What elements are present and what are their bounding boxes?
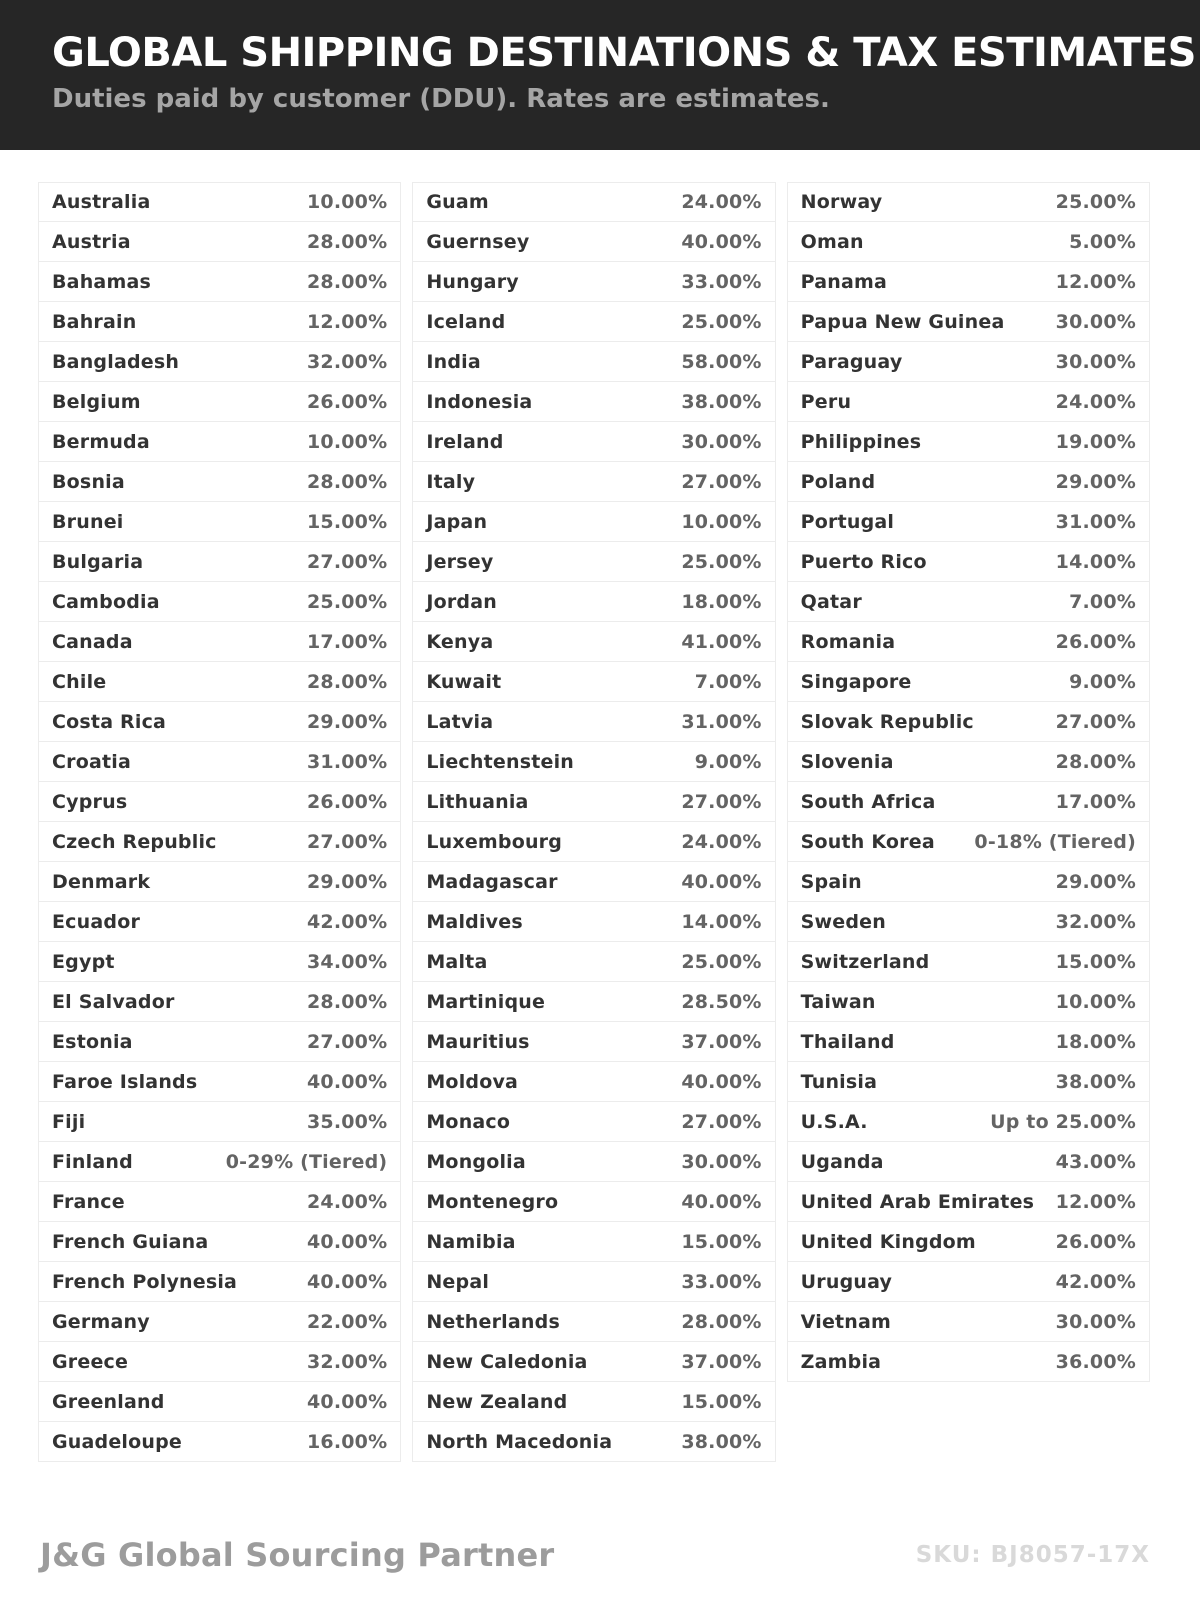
country-name: Italy <box>426 470 476 493</box>
country-name: Monaco <box>426 1110 511 1133</box>
table-row <box>787 342 1150 382</box>
tax-rate: 28.00% <box>306 270 388 293</box>
table-row <box>38 1342 401 1382</box>
country-name: El Salvador <box>52 990 175 1013</box>
country-name: Brunei <box>52 510 124 533</box>
sku-label: SKU: BJ8057-17X <box>915 1542 1150 1568</box>
tax-rate: 26.00% <box>1055 1230 1136 1253</box>
table-row <box>787 302 1150 342</box>
country-name: Philippines <box>800 430 922 453</box>
table-row <box>412 622 775 662</box>
tax-rate: 28.00% <box>306 670 388 693</box>
rates-column-3 <box>787 182 1150 1382</box>
table-row <box>787 1262 1150 1302</box>
tax-rate: 27.00% <box>681 790 762 813</box>
table-row <box>787 1222 1150 1262</box>
tax-rate: 40.00% <box>306 1230 388 1253</box>
tax-rate: 28.00% <box>681 1310 762 1333</box>
table-row <box>38 982 401 1022</box>
tax-rate: 40.00% <box>681 870 762 893</box>
tax-rate: 32.00% <box>306 1350 388 1373</box>
tax-rate: 10.00% <box>306 430 388 453</box>
table-row <box>412 862 775 902</box>
tax-rate: 26.00% <box>306 390 388 413</box>
table-row <box>38 942 401 982</box>
country-name: U.S.A. <box>800 1110 868 1133</box>
tax-rate: 27.00% <box>306 830 388 853</box>
table-row <box>787 1182 1150 1222</box>
country-name: Jersey <box>426 550 494 573</box>
country-name: Moldova <box>426 1070 519 1093</box>
country-name: Nepal <box>426 1270 490 1293</box>
tax-rate: 28.00% <box>306 470 388 493</box>
country-name: Martinique <box>426 990 546 1013</box>
table-row <box>787 502 1150 542</box>
tax-rate: 36.00% <box>1055 1350 1136 1373</box>
tax-rate: 38.00% <box>1055 1070 1136 1093</box>
country-name: Kuwait <box>426 670 502 693</box>
country-name: Liechtenstein <box>426 750 575 773</box>
tax-rate: 37.00% <box>681 1350 762 1373</box>
tax-rate: 37.00% <box>681 1030 762 1053</box>
tax-rate: 14.00% <box>681 910 762 933</box>
country-name: Egypt <box>52 950 115 973</box>
table-row <box>38 462 401 502</box>
country-name: New Caledonia <box>426 1350 588 1373</box>
country-name: Jordan <box>426 590 497 613</box>
tax-rate: 30.00% <box>681 1150 762 1173</box>
country-name: Austria <box>52 230 131 253</box>
table-row <box>787 542 1150 582</box>
country-name: Australia <box>52 191 151 213</box>
country-name: Mongolia <box>426 1150 526 1173</box>
tax-rate: 17.00% <box>1055 790 1136 813</box>
tax-rate: 5.00% <box>1069 230 1136 253</box>
table-row <box>412 1422 775 1462</box>
country-name: Bosnia <box>52 470 125 493</box>
tax-rate: 28.50% <box>681 990 762 1013</box>
tax-rate: 25.00% <box>681 550 762 573</box>
table-row <box>787 262 1150 302</box>
country-name: North Macedonia <box>426 1430 613 1453</box>
country-name: Peru <box>800 390 852 413</box>
country-name: Japan <box>426 510 488 533</box>
table-row <box>38 222 401 262</box>
tax-rate: 17.00% <box>306 630 388 653</box>
table-row <box>787 622 1150 662</box>
table-row <box>38 1382 401 1422</box>
table-row <box>787 662 1150 702</box>
country-name: Greece <box>52 1350 129 1373</box>
country-name: Latvia <box>426 710 494 733</box>
tax-rate: 18.00% <box>681 590 762 613</box>
table-row <box>38 902 401 942</box>
country-name: Bangladesh <box>52 350 180 373</box>
table-row <box>38 662 401 702</box>
table-row <box>412 582 775 622</box>
table-row <box>412 1062 775 1102</box>
tax-rate: 29.00% <box>306 710 388 733</box>
table-row <box>412 782 775 822</box>
tax-rate: 0-18% (Tiered) <box>974 830 1136 853</box>
tax-rate: 7.00% <box>694 670 762 693</box>
table-row <box>412 302 775 342</box>
tax-rate: 12.00% <box>306 310 388 333</box>
tax-rate: 34.00% <box>306 950 388 973</box>
table-row <box>787 462 1150 502</box>
tax-rate: 31.00% <box>306 750 388 773</box>
country-name: Tunisia <box>800 1070 878 1093</box>
table-row <box>412 1222 775 1262</box>
table-row <box>412 262 775 302</box>
tax-rate: 27.00% <box>681 470 762 493</box>
country-name: South Korea <box>800 830 935 853</box>
tax-rate: 24.00% <box>306 1190 388 1213</box>
tax-rate: 40.00% <box>681 230 762 253</box>
tax-rate: 32.00% <box>1055 910 1136 933</box>
country-name: Papua New Guinea <box>800 310 1005 333</box>
country-name: Puerto Rico <box>800 550 927 573</box>
tax-rate: 31.00% <box>681 710 762 733</box>
country-name: Panama <box>800 270 888 293</box>
country-name: Czech Republic <box>52 830 217 853</box>
tax-rate: 32.00% <box>306 350 388 373</box>
country-name: Vietnam <box>800 1310 892 1333</box>
table-row <box>787 742 1150 782</box>
country-name: Paraguay <box>800 350 903 373</box>
country-name: Cambodia <box>52 590 160 613</box>
tax-rate: 15.00% <box>681 1230 762 1253</box>
tax-rate: 9.00% <box>694 750 762 773</box>
table-row <box>412 342 775 382</box>
table-row <box>38 1142 401 1182</box>
table-row <box>787 822 1150 862</box>
table-row <box>787 1062 1150 1102</box>
country-name: Malta <box>426 950 488 973</box>
country-name: French Polynesia <box>52 1270 238 1293</box>
country-name: Luxembourg <box>426 830 563 853</box>
tax-rate: 28.00% <box>306 990 388 1013</box>
tax-rate: 41.00% <box>681 630 762 653</box>
tax-rate: 31.00% <box>1055 510 1136 533</box>
table-row <box>412 1182 775 1222</box>
country-name: Namibia <box>426 1230 516 1253</box>
table-row <box>787 582 1150 622</box>
country-name: Madagascar <box>426 870 558 893</box>
table-row <box>412 1302 775 1342</box>
table-row <box>38 1262 401 1302</box>
table-row <box>787 782 1150 822</box>
tax-rate: 24.00% <box>681 191 762 213</box>
tax-rate: 30.00% <box>1055 310 1136 333</box>
table-row <box>787 422 1150 462</box>
table-row <box>412 222 775 262</box>
tax-rate: 33.00% <box>681 1270 762 1293</box>
table-row <box>787 982 1150 1022</box>
table-row <box>787 902 1150 942</box>
table-row <box>38 262 401 302</box>
country-name: Ecuador <box>52 910 141 933</box>
table-row <box>787 1302 1150 1342</box>
page-title: GLOBAL SHIPPING DESTINATIONS & TAX ESTIMATES <box>52 30 1196 76</box>
tax-rate: 27.00% <box>1055 710 1136 733</box>
table-row <box>412 382 775 422</box>
tax-rate: 27.00% <box>306 1030 388 1053</box>
tax-rate: 19.00% <box>1055 430 1136 453</box>
country-name: Norway <box>800 191 883 213</box>
country-name: Indonesia <box>426 390 533 413</box>
country-name: Slovenia <box>800 750 894 773</box>
tax-rate: 30.00% <box>681 430 762 453</box>
country-name: Sweden <box>800 910 886 933</box>
tax-rate: 30.00% <box>1055 1310 1136 1333</box>
country-name: Qatar <box>800 590 862 613</box>
tax-rate: 33.00% <box>681 270 762 293</box>
country-name: Maldives <box>426 910 523 933</box>
country-name: Bahrain <box>52 310 137 333</box>
country-name: Croatia <box>52 750 132 773</box>
country-name: South Africa <box>800 790 936 813</box>
table-row <box>787 942 1150 982</box>
country-name: Guernsey <box>426 230 530 253</box>
table-row <box>38 342 401 382</box>
tax-rate: 40.00% <box>306 1390 388 1413</box>
rates-table <box>38 182 1150 1462</box>
country-name: French Guiana <box>52 1230 209 1253</box>
table-row <box>38 862 401 902</box>
country-name: Slovak Republic <box>800 710 974 733</box>
header-banner <box>0 0 1200 150</box>
table-row <box>412 502 775 542</box>
country-name: Bermuda <box>52 430 150 453</box>
tax-rate: 0-29% (Tiered) <box>225 1150 388 1173</box>
table-row <box>38 422 401 462</box>
table-row <box>787 1342 1150 1382</box>
table-row <box>412 422 775 462</box>
rates-column-1 <box>38 182 401 1462</box>
tax-rate: 42.00% <box>306 910 388 933</box>
table-row <box>412 182 775 222</box>
tax-rate: 35.00% <box>306 1110 388 1133</box>
tax-rate: 25.00% <box>681 310 762 333</box>
country-name: Fiji <box>52 1110 86 1133</box>
table-row <box>38 182 401 222</box>
table-row <box>787 1142 1150 1182</box>
footer <box>40 1536 1150 1574</box>
tax-rate: 58.00% <box>681 350 762 373</box>
country-name: New Zealand <box>426 1390 568 1413</box>
table-row <box>412 702 775 742</box>
country-name: Uganda <box>800 1150 884 1173</box>
tax-rate: 24.00% <box>1055 390 1136 413</box>
country-name: Poland <box>800 470 876 493</box>
tax-rate: 28.00% <box>1055 750 1136 773</box>
country-name: Portugal <box>800 510 895 533</box>
country-name: Montenegro <box>426 1190 559 1213</box>
country-name: Thailand <box>800 1030 895 1053</box>
country-name: Greenland <box>52 1390 165 1413</box>
tax-rate: 38.00% <box>681 1430 762 1453</box>
table-row <box>38 382 401 422</box>
table-row <box>38 1182 401 1222</box>
tax-rate: 10.00% <box>1055 990 1136 1013</box>
table-row <box>787 702 1150 742</box>
tax-rate: 28.00% <box>306 230 388 253</box>
tax-rate: 7.00% <box>1069 590 1136 613</box>
table-row <box>412 742 775 782</box>
country-name: Estonia <box>52 1030 133 1053</box>
country-name: Iceland <box>426 310 506 333</box>
tax-rate: 29.00% <box>1055 870 1136 893</box>
tax-rate: 24.00% <box>681 830 762 853</box>
table-row <box>38 302 401 342</box>
tax-rate: 15.00% <box>1055 950 1136 973</box>
tax-rate: 16.00% <box>306 1430 388 1453</box>
table-row <box>38 1022 401 1062</box>
tax-rate: 43.00% <box>1055 1150 1136 1173</box>
brand-name: J&G Global Sourcing Partner <box>40 1536 555 1574</box>
tax-rate: 40.00% <box>306 1070 388 1093</box>
country-name: Guadeloupe <box>52 1430 183 1453</box>
table-row <box>787 862 1150 902</box>
table-row <box>38 742 401 782</box>
table-row <box>412 1102 775 1142</box>
country-name: Singapore <box>800 670 912 693</box>
tax-rate: 27.00% <box>681 1110 762 1133</box>
table-row <box>38 822 401 862</box>
country-name: Finland <box>52 1150 133 1173</box>
tax-rate: 27.00% <box>306 550 388 573</box>
tax-rate: 29.00% <box>306 870 388 893</box>
tax-rate: 40.00% <box>681 1070 762 1093</box>
tax-rate: 12.00% <box>1055 270 1136 293</box>
tax-rate: 38.00% <box>681 390 762 413</box>
tax-rate: 29.00% <box>1055 470 1136 493</box>
table-row <box>38 502 401 542</box>
table-row <box>412 662 775 702</box>
table-row <box>38 622 401 662</box>
table-row <box>412 1142 775 1182</box>
tax-rate: 25.00% <box>306 590 388 613</box>
country-name: United Kingdom <box>800 1230 976 1253</box>
table-row <box>38 1422 401 1462</box>
table-row <box>38 542 401 582</box>
country-name: Guam <box>426 191 489 213</box>
country-name: Denmark <box>52 870 151 893</box>
table-row <box>38 782 401 822</box>
country-name: Taiwan <box>800 990 876 1013</box>
country-name: Ireland <box>426 430 504 453</box>
tax-rate: 15.00% <box>306 510 388 533</box>
country-name: United Arab Emirates <box>800 1190 1035 1213</box>
country-name: Switzerland <box>800 950 930 973</box>
tax-rate: 12.00% <box>1055 1190 1136 1213</box>
country-name: Hungary <box>426 270 519 293</box>
table-row <box>38 1302 401 1342</box>
tax-rate: 18.00% <box>1055 1030 1136 1053</box>
tax-rate: 10.00% <box>681 510 762 533</box>
country-name: Bulgaria <box>52 550 144 573</box>
tax-rate: 30.00% <box>1055 350 1136 373</box>
tax-rate: 15.00% <box>681 1390 762 1413</box>
table-row <box>787 222 1150 262</box>
table-row <box>787 1022 1150 1062</box>
table-row <box>38 702 401 742</box>
country-name: Zambia <box>800 1350 882 1373</box>
tax-rate: 9.00% <box>1069 670 1136 693</box>
country-name: Cyprus <box>52 790 128 813</box>
country-name: India <box>426 350 481 373</box>
tax-rate: 26.00% <box>1055 630 1136 653</box>
tax-rate: 22.00% <box>306 1310 388 1333</box>
tax-rate: Up to 25.00% <box>990 1110 1136 1133</box>
table-row <box>412 1262 775 1302</box>
tax-rate: 26.00% <box>306 790 388 813</box>
tax-rate: 25.00% <box>1055 191 1136 213</box>
rates-column-2 <box>412 182 775 1462</box>
country-name: Germany <box>52 1310 150 1333</box>
country-name: Faroe Islands <box>52 1070 198 1093</box>
country-name: Canada <box>52 630 133 653</box>
country-name: Mauritius <box>426 1030 530 1053</box>
table-row <box>412 462 775 502</box>
table-row <box>412 902 775 942</box>
table-row <box>38 1222 401 1262</box>
table-row <box>787 182 1150 222</box>
table-row <box>412 1022 775 1062</box>
country-name: Lithuania <box>426 790 529 813</box>
country-name: Costa Rica <box>52 710 167 733</box>
table-row <box>412 942 775 982</box>
table-row <box>412 982 775 1022</box>
tax-rate: 14.00% <box>1055 550 1136 573</box>
table-row <box>412 1382 775 1422</box>
country-name: France <box>52 1190 125 1213</box>
table-row <box>38 1102 401 1142</box>
tax-rate: 25.00% <box>681 950 762 973</box>
tax-rate: 10.00% <box>306 191 388 213</box>
page-subtitle: Duties paid by customer (DDU). Rates are estimates. <box>52 84 830 114</box>
table-row <box>38 582 401 622</box>
table-row <box>787 382 1150 422</box>
table-row <box>412 822 775 862</box>
country-name: Oman <box>800 230 864 253</box>
tax-rate: 42.00% <box>1055 1270 1136 1293</box>
table-row <box>412 1342 775 1382</box>
table-row <box>38 1062 401 1102</box>
tax-rate: 40.00% <box>681 1190 762 1213</box>
country-name: Kenya <box>426 630 494 653</box>
table-row <box>787 1102 1150 1142</box>
country-name: Romania <box>800 630 896 653</box>
country-name: Netherlands <box>426 1310 560 1333</box>
table-row <box>412 542 775 582</box>
country-name: Uruguay <box>800 1270 893 1293</box>
country-name: Chile <box>52 670 107 693</box>
country-name: Belgium <box>52 390 141 413</box>
country-name: Bahamas <box>52 270 151 293</box>
tax-rate: 40.00% <box>306 1270 388 1293</box>
country-name: Spain <box>800 870 862 893</box>
